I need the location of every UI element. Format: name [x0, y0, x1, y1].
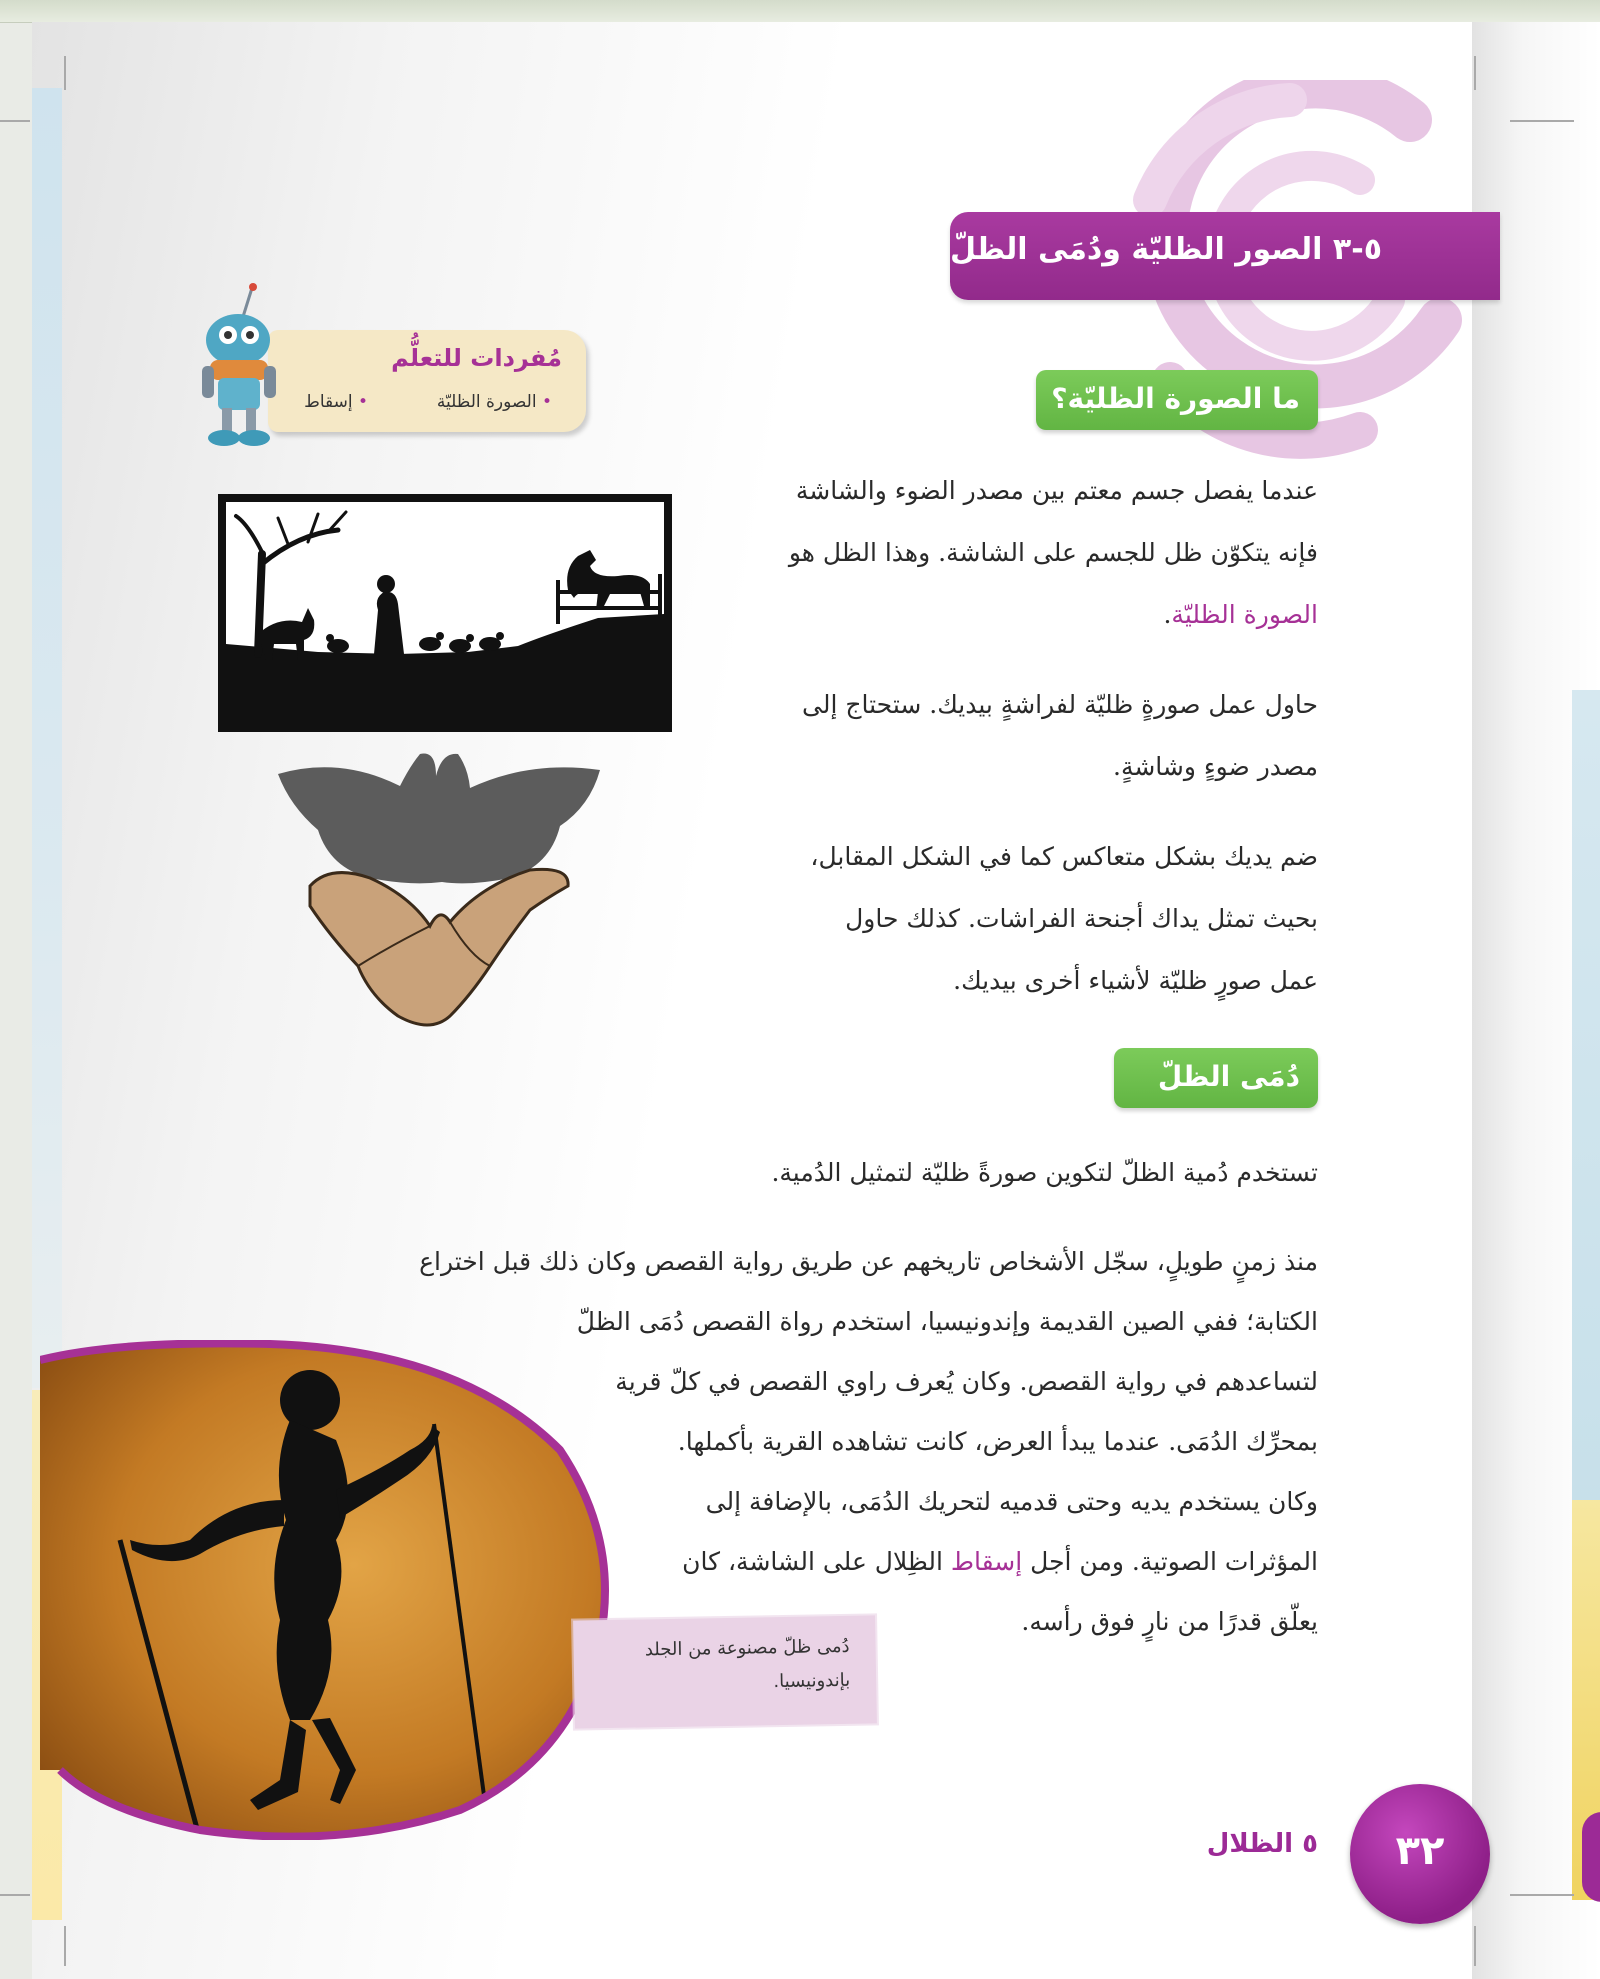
crop-mark: [1474, 1926, 1476, 1966]
chapter-label: ٥ الظلال: [1206, 1829, 1318, 1859]
caption-line: بإندونيسيا.: [773, 1669, 851, 1693]
paragraph-puppet-definition: [718, 1142, 1318, 1204]
text-fragment: الظِلال على الشاشة، كان: [682, 1547, 943, 1576]
bullet-icon: •: [357, 392, 368, 412]
page-number-badge: [1350, 1784, 1490, 1924]
photo-caption: [573, 1615, 877, 1728]
crop-mark: [0, 120, 30, 122]
text-line: الكتابة؛ ففي الصين القديمة وإندونيسيا، استخدم رواة القصص دُمَى الظلّ: [576, 1307, 1318, 1336]
text-line: مصدر ضوءٍ وشاشةٍ.: [1113, 752, 1318, 781]
crop-mark: [1510, 120, 1574, 122]
section-title-banner: [950, 212, 1500, 300]
next-page-circle: [1582, 1812, 1600, 1902]
text-line: بمحرِّك الدُمَى. عندما يبدأ العرض، كانت تشاهده القرية بأكملها.: [677, 1427, 1318, 1456]
crop-mark: [0, 1894, 30, 1896]
crop-mark: [64, 56, 66, 90]
text-line: تستخدم دُمية الظلّ لتكوين صورةً ظليّة لتمثيل الدُمية.: [771, 1158, 1318, 1187]
vocabulary-item: [437, 392, 552, 412]
vocabulary-term: إسقاط: [304, 392, 353, 412]
heading-shadow-puppets: [1114, 1048, 1318, 1108]
vocabulary-item: [304, 392, 368, 412]
key-term: إسقاط: [950, 1547, 1023, 1576]
heading-shadow-image-text: ما الصورة الظليّة؟: [1051, 382, 1300, 415]
text-line: لتساعدهم في رواية القصص. وكان يُعرف راوي القصص في كلّ قرية: [615, 1367, 1318, 1396]
text-line: فإنه يتكوّن ظل للجسم على الشاشة. وهذا الظل هو: [788, 538, 1318, 567]
crop-mark: [64, 1926, 66, 1966]
text-line: وكان يستخدم يديه وحتى قدميه لتحريك الدُمَى، بالإضافة إلى: [705, 1487, 1318, 1516]
text-line: منذ زمنٍ طويلٍ، سجّل الأشخاص تاريخهم عن طريق رواية القصص وكان ذلك قبل اختراع: [419, 1247, 1318, 1276]
page-number: ٣٢: [1395, 1828, 1445, 1874]
farm-silhouette-image: [218, 494, 672, 732]
text-line: عمل صورٍ ظليّة لأشياء أخرى بيديك.: [953, 966, 1318, 995]
butterfly-hand-shadow-image: [270, 746, 610, 1046]
bullet-icon: •: [541, 392, 552, 412]
text-line: بحيث تمثل يداك أجنحة الفراشات. كذلك حاول: [845, 904, 1318, 933]
crop-mark: [1510, 1894, 1574, 1896]
text-end: .: [1163, 600, 1172, 629]
paragraph-shadow-definition: [718, 460, 1318, 646]
text-line: [718, 584, 1318, 646]
text-line: ضم يديك بشكل متعاكس كما في الشكل المقابل،: [810, 842, 1318, 871]
heading-shadow-image: [1036, 370, 1318, 430]
vocabulary-heading: مُفردات للتعلُّم: [391, 344, 562, 372]
text-fragment: المؤثرات الصوتية. ومن أجل: [1030, 1547, 1318, 1576]
section-title: ٥-٣ الصور الظليّة ودُمَى الظلّ: [949, 232, 1382, 267]
shadow-puppet-photo: [40, 1340, 610, 1840]
caption-line: دُمى ظلّ مصنوعة من الجلد: [644, 1635, 850, 1661]
robot-mascot-icon: [190, 280, 290, 450]
left-margin-strip: [32, 88, 62, 1388]
right-margin-strip: [1572, 690, 1600, 1510]
paragraph-butterfly-try: [718, 674, 1318, 798]
vocabulary-term: الصورة الظليّة: [436, 392, 537, 412]
paragraph-hands-instructions: [718, 826, 1318, 1012]
viewer-top-band: [0, 0, 1600, 23]
text-line: حاول عمل صورةٍ ظليّة لفراشةٍ بيديك. ستحتاج إلى: [802, 690, 1318, 719]
heading-shadow-puppets-text: دُمَى الظلّ: [1157, 1060, 1300, 1093]
vocabulary-box: [268, 330, 586, 432]
text-line: عندما يفصل جسم معتم بين مصدر الضوء والشاشة: [795, 476, 1318, 505]
key-term: الصورة الظليّة: [1171, 600, 1318, 629]
crop-mark: [1474, 56, 1476, 90]
text-line: يعلّق قدرًا من نارٍ فوق رأسه.: [1021, 1607, 1318, 1636]
